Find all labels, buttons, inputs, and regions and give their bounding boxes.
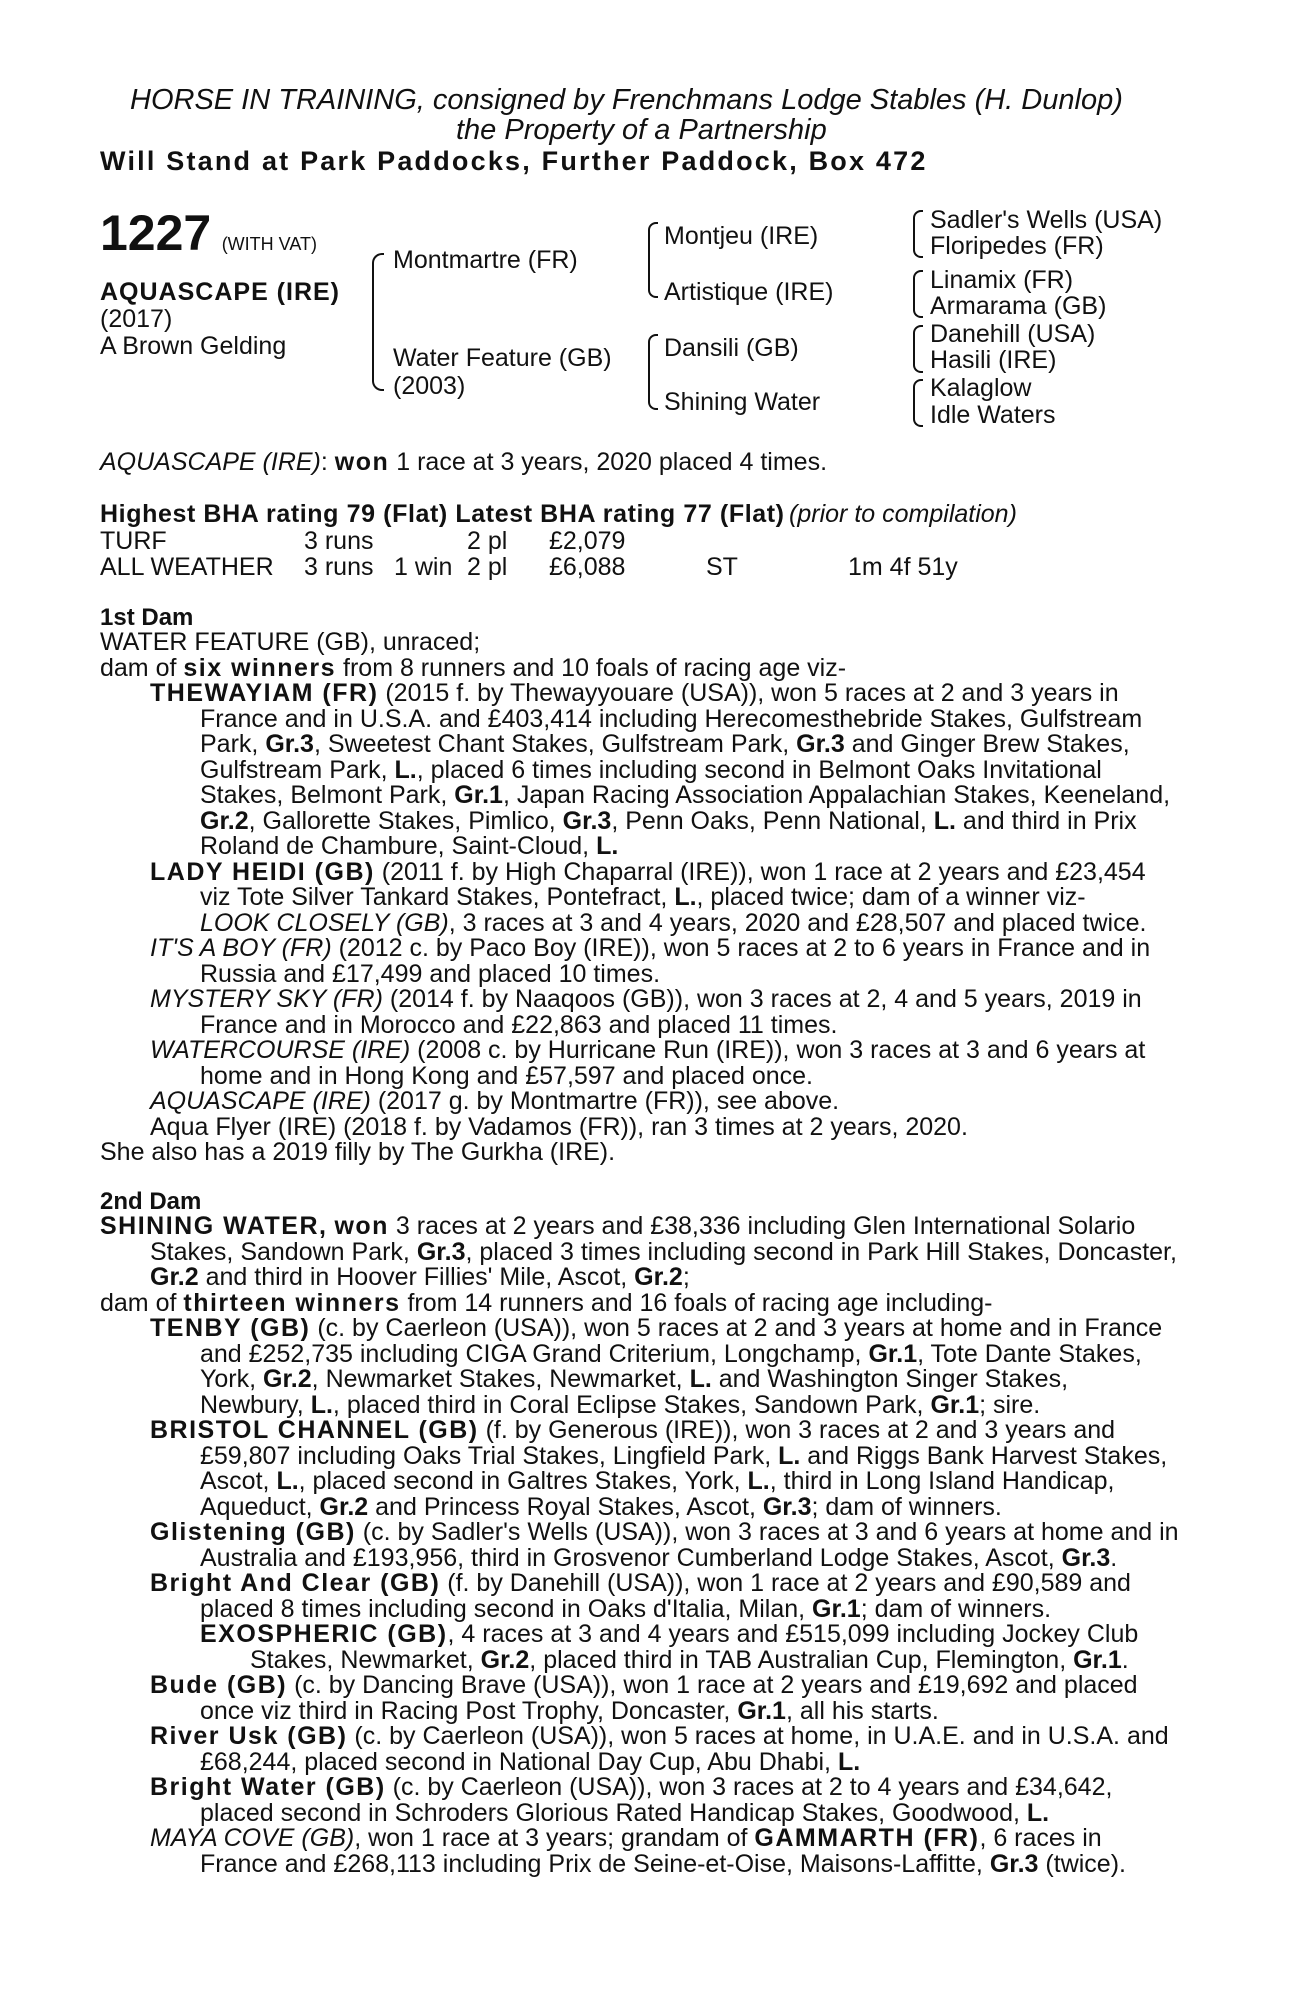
text: Gr.2 xyxy=(319,1492,369,1521)
pedigree-ggd4: Idle Waters xyxy=(930,401,1056,429)
summary-won: won xyxy=(334,448,390,476)
text: IT'S A BOY (FR) xyxy=(150,934,332,962)
text: L. xyxy=(747,1467,770,1495)
pedigree-dam: Water Feature (GB) xyxy=(393,344,612,372)
text: Gr.1 xyxy=(1073,1645,1122,1674)
text: , won 1 race at 3 years; grandam of xyxy=(354,1824,748,1852)
header-line-3: Will Stand at Park Paddocks, Further Paddock, Box 472 xyxy=(100,146,928,176)
pedigree-ggd3: Hasili (IRE) xyxy=(930,346,1057,374)
text: Newbury, xyxy=(200,1390,304,1419)
text: LOOK CLOSELY (GB) xyxy=(200,908,449,937)
text: , 3 races at 3 and 4 years, 2020 and £28,507 and placed twice. xyxy=(448,908,1147,937)
text: (2011 f. by High Chaparral (IRE)), won 1 race at 2 years and £23,454 xyxy=(381,857,1146,886)
text: York, xyxy=(200,1365,257,1393)
text: France and in Morocco and £22,863 and placed 11 times. xyxy=(200,1010,838,1039)
tenby-line-1 xyxy=(150,1316,1162,1342)
text: (c. by Caerleon (USA)), won 5 races at 2 and 3 years at home and in France xyxy=(317,1314,1163,1342)
tenby-line-4 xyxy=(200,1390,1041,1419)
summary-name: AQUASCAPE (IRE) xyxy=(100,448,321,476)
text: ; sire. xyxy=(979,1390,1041,1419)
header-line-2: the Property of a Partnership xyxy=(456,114,827,146)
text: (c. by Dancing Brave (USA)), won 1 race at 2 years and £19,692 and placed xyxy=(294,1671,1138,1699)
look-closely-line xyxy=(200,908,1147,937)
text: from 14 runners and 16 foals of racing age including- xyxy=(407,1288,993,1317)
text: Roland de Chambure, Saint-Cloud, xyxy=(200,832,590,860)
text: River Usk (GB) xyxy=(150,1722,348,1750)
summary-colon: : xyxy=(320,448,328,476)
text: (2014 f. by Naaqoos (GB)), won 3 races at 2, 4 and 5 years, 2019 in xyxy=(389,985,1142,1013)
text: (f. by Danehill (USA)), won 1 race at 2 years and £90,589 and xyxy=(447,1569,1131,1597)
text: AQUASCAPE (IRE) xyxy=(150,1087,371,1115)
stats-aw-wins: 1 win xyxy=(394,553,453,581)
watercourse-line-2 xyxy=(200,1061,813,1090)
text: Stakes, Belmont Park, xyxy=(200,781,448,809)
text: L. xyxy=(778,1441,801,1470)
text: L. xyxy=(394,755,417,784)
text: , Gallorette Stakes, Pimlico, xyxy=(248,806,556,835)
first-dam-line-2 xyxy=(100,653,847,682)
text: L. xyxy=(1026,1798,1050,1827)
text: L. xyxy=(310,1390,333,1419)
pedigree-brace-2 xyxy=(648,222,658,298)
text: once viz third in Racing Post Trophy, Doncaster, xyxy=(200,1696,731,1725)
text: ; xyxy=(682,1263,690,1291)
text: , 6 races in xyxy=(979,1824,1102,1852)
watercourse-line-1 xyxy=(150,1038,1145,1064)
first-dam-heading: 1st Dam xyxy=(100,604,194,631)
text: , Newmarket Stakes, Newmarket, xyxy=(311,1365,683,1393)
text: Park, xyxy=(200,730,259,758)
text: , placed 3 times including second in Park Hill Stakes, Doncaster, xyxy=(465,1237,1177,1266)
pedigree-ggs1: Sadler's Wells (USA) xyxy=(930,206,1163,234)
text: six winners xyxy=(183,653,337,682)
mystery-sky-line-1 xyxy=(150,987,1142,1013)
text: thirteen winners xyxy=(183,1288,401,1317)
text: from 8 runners and 10 foals of racing age viz- xyxy=(343,653,847,682)
text: and £252,735 including CIGA Grand Criterium, Longchamp, xyxy=(200,1339,862,1368)
text: WATERCOURSE (IRE) xyxy=(150,1036,411,1064)
thirteen-winners-line xyxy=(100,1288,993,1317)
text: Russia and £17,499 and placed 10 times. xyxy=(200,959,661,988)
mystery-sky-line-2 xyxy=(200,1010,838,1039)
bristol-channel-line-4 xyxy=(200,1492,1002,1521)
text: , placed third in TAB Australian Cup, Flemington, xyxy=(529,1645,1067,1674)
text: . xyxy=(1110,1543,1118,1572)
pedigree-ggd1: Floripedes (FR) xyxy=(930,232,1104,260)
glistening-line-1 xyxy=(150,1520,1179,1546)
exospheric-line-1 xyxy=(200,1622,1138,1648)
pedigree-brace-5 xyxy=(913,270,923,318)
tenby-line-3 xyxy=(200,1367,1068,1393)
pedigree-ggs4: Kalaglow xyxy=(930,374,1032,402)
text: Gr.3 xyxy=(265,730,314,758)
text: , placed third in Coral Eclipse Stakes, Sandown Park, xyxy=(332,1390,924,1419)
stats-aw-placed: 2 pl xyxy=(467,553,508,581)
text: L. xyxy=(596,832,619,860)
text: Gr.2 xyxy=(634,1263,683,1291)
river-usk-line-2 xyxy=(200,1747,861,1776)
stats-aw-surface: ALL WEATHER xyxy=(100,553,274,581)
bright-and-clear-line-1 xyxy=(150,1571,1131,1597)
text: , placed 6 times including second in Belmont Oaks Invitational xyxy=(416,755,1102,784)
pedigree-gd2: Shining Water xyxy=(664,388,821,416)
pedigree-brace-1 xyxy=(372,253,384,391)
text: . xyxy=(1121,1645,1129,1674)
text: and Riggs Bank Harvest Stakes, xyxy=(807,1441,1168,1470)
text: Gr.1 xyxy=(454,781,503,809)
pedigree-gs1: Montjeu (IRE) xyxy=(664,222,819,250)
pedigree-ggd2: Armarama (GB) xyxy=(930,292,1107,320)
text: and third in Hoover Fillies' Mile, Ascot, xyxy=(205,1263,628,1291)
text: (c. by Caerleon (USA)), won 5 races at home, in U.A.E. and in U.S.A. and xyxy=(354,1722,1169,1750)
thewayiam-line-6 xyxy=(200,806,1137,835)
bristol-channel-line-1 xyxy=(150,1418,1115,1444)
text: (c. by Caerleon (USA)), won 3 races at 2 to 4 years and £34,642, xyxy=(392,1773,1113,1801)
lot-vat: (WITH VAT) xyxy=(221,234,317,254)
text: and Washington Singer Stakes, xyxy=(718,1365,1069,1393)
pedigree-gd1: Artistique (IRE) xyxy=(664,278,834,306)
text: Aqueduct, xyxy=(200,1492,313,1521)
pedigree-dam-year: (2003) xyxy=(393,372,466,400)
lot-description: A Brown Gelding xyxy=(100,332,287,360)
text: Bude (GB) xyxy=(150,1671,288,1699)
glistening-line-2 xyxy=(200,1543,1118,1572)
text: Aqua Flyer (IRE) (2018 f. by Vadamos (FR)), ran 3 times at 2 years, 2020. xyxy=(150,1112,968,1141)
shining-water-line-3 xyxy=(150,1265,690,1291)
lady-heidi-line-1 xyxy=(150,857,1146,886)
bha-rating-bold: Highest BHA rating 79 (Flat) Latest BHA rating 77 (Flat) xyxy=(100,500,785,528)
text: and Princess Royal Stakes, Ascot, xyxy=(375,1492,756,1521)
pedigree-brace-6 xyxy=(913,325,923,373)
exospheric-line-2 xyxy=(250,1645,1129,1674)
text: Gr.3 xyxy=(1061,1543,1111,1572)
text: France and in U.S.A. and £403,414 including Herecomesthebride Stakes, Gulfstream xyxy=(200,704,1143,733)
river-usk-line-1 xyxy=(150,1724,1169,1750)
text: , placed second in Galtres Stakes, York, xyxy=(298,1467,741,1495)
text: placed second in Schroders Glorious Rated Handicap Stakes, Goodwood, xyxy=(200,1798,1020,1827)
text: Bright And Clear (GB) xyxy=(150,1569,441,1597)
bright-water-line-1 xyxy=(150,1775,1112,1801)
lot-year: (2017) xyxy=(100,305,173,333)
text: Gr.1 xyxy=(868,1339,918,1368)
text: and third in Prix xyxy=(962,806,1137,835)
text: She also has a 2019 filly by The Gurkha (IRE). xyxy=(100,1138,616,1166)
lot-number: 1227 xyxy=(100,205,212,261)
text: Stakes, Sandown Park, xyxy=(150,1237,410,1266)
lot-block xyxy=(100,204,317,262)
text: Gr.2 xyxy=(200,806,249,835)
stats-turf-runs: 3 runs xyxy=(304,527,374,555)
text: (twice). xyxy=(1045,1849,1126,1878)
tenby-line-2 xyxy=(200,1339,1142,1368)
maya-cove-line-1 xyxy=(150,1826,1102,1852)
filly-note-line xyxy=(100,1140,615,1166)
summary-text: 1 race at 3 years, 2020 placed 4 times. xyxy=(396,448,828,476)
thewayiam-line-2 xyxy=(200,704,1143,733)
text: £59,807 including Oaks Trial Stakes, Lingfield Park, xyxy=(200,1441,772,1470)
text: Gr.3 xyxy=(562,806,612,835)
text: (f. by Generous (IRE)), won 3 races at 2 and 3 years and xyxy=(485,1416,1116,1444)
shining-water-line-1 xyxy=(100,1214,1135,1240)
text: TENBY (GB) xyxy=(150,1314,311,1342)
text: (2012 c. by Paco Boy (IRE)), won 5 races at 2 to 6 years in France and in xyxy=(338,934,1151,962)
pedigree-brace-3 xyxy=(648,334,658,410)
pedigree-brace-4 xyxy=(913,210,923,258)
text: (2008 c. by Hurricane Run (IRE)), won 3 races at 3 and 6 years at xyxy=(417,1036,1146,1064)
text: (2015 f. by Thewayyouare (USA)), won 5 races at 2 and 3 years in xyxy=(385,679,1119,707)
pedigree-ggs2: Linamix (FR) xyxy=(930,266,1074,294)
text: Bright Water (GB) xyxy=(150,1773,386,1801)
stats-aw-distance: 1m 4f 51y xyxy=(848,553,958,581)
text: dam of xyxy=(100,653,177,682)
its-a-boy-line-2 xyxy=(200,959,661,988)
race-summary xyxy=(100,448,827,477)
text: L. xyxy=(674,883,697,911)
text: WATER FEATURE (GB), unraced; xyxy=(100,628,481,656)
lady-heidi-line-2 xyxy=(200,885,1086,911)
text: L. xyxy=(837,1747,861,1776)
text: BRISTOL CHANNEL (GB) xyxy=(150,1416,479,1444)
text: Gr.1 xyxy=(930,1390,980,1419)
text: Stakes, Newmarket, xyxy=(250,1645,474,1674)
pedigree-brace-7 xyxy=(913,379,923,427)
stats-turf-surface: TURF xyxy=(100,527,167,555)
thewayiam-line-1 xyxy=(150,681,1119,707)
text: EXOSPHERIC (GB) xyxy=(200,1620,448,1648)
text: Gr.1 xyxy=(812,1594,861,1623)
text: , Tote Dante Stakes, xyxy=(917,1339,1142,1368)
maya-cove-line-2 xyxy=(200,1849,1126,1878)
thewayiam-line-7 xyxy=(200,834,618,860)
bha-rating-note: (prior to compilation) xyxy=(789,500,1017,528)
thewayiam-line-3 xyxy=(200,732,1130,758)
bright-water-line-2 xyxy=(200,1798,1050,1827)
text: Gr.1 xyxy=(737,1696,786,1725)
text: THEWAYIAM (FR) xyxy=(150,679,379,707)
text: placed 8 times including second in Oaks d'Italia, Milan, xyxy=(200,1594,806,1623)
text: 3 races at 2 years and £38,336 including Glen International Solario xyxy=(395,1212,1136,1240)
text: Gr.3 xyxy=(762,1492,812,1521)
text: Australia and £193,956, third in Grosvenor Cumberland Lodge Stakes, Ascot, xyxy=(200,1543,1055,1572)
bha-rating xyxy=(100,500,1017,529)
text: , 4 races at 3 and 4 years and £515,099 including Jockey Club xyxy=(447,1620,1139,1648)
thewayiam-line-4 xyxy=(200,755,1102,784)
bude-line-1 xyxy=(150,1673,1138,1699)
bristol-channel-line-2 xyxy=(200,1441,1168,1470)
shining-water-line-2 xyxy=(150,1237,1177,1266)
text: MYSTERY SKY (FR) xyxy=(150,985,383,1013)
pedigree-ggs3: Danehill (USA) xyxy=(930,320,1096,348)
stats-turf-prize: £2,079 xyxy=(549,527,626,555)
bude-line-2 xyxy=(200,1696,939,1725)
pedigree-gs2: Dansili (GB) xyxy=(664,334,799,362)
text: Gr.3 xyxy=(989,1849,1039,1878)
text: Gr.2 xyxy=(150,1263,199,1291)
bristol-channel-line-3 xyxy=(200,1469,1114,1495)
stats-aw-prize: £6,088 xyxy=(549,553,626,581)
text: , placed twice; dam of a winner viz- xyxy=(696,883,1086,911)
text: Gr.2 xyxy=(263,1365,312,1393)
text: home and in Hong Kong and £57,597 and placed once. xyxy=(200,1061,813,1090)
first-dam-line-1 xyxy=(100,630,480,656)
pedigree-sire: Montmartre (FR) xyxy=(393,246,578,274)
text: , Japan Racing Association Appalachian Stakes, Keeneland, xyxy=(502,781,1171,809)
text: £68,244, placed second in National Day Cup, Abu Dhabi, xyxy=(200,1747,831,1776)
text: , Sweetest Chant Stakes, Gulfstream Park, xyxy=(313,730,790,758)
text: LADY HEIDI (GB) xyxy=(150,857,375,886)
text: Glistening (GB) xyxy=(150,1518,356,1546)
bright-and-clear-line-2 xyxy=(200,1594,1052,1623)
text: MAYA COVE (GB) xyxy=(150,1824,355,1852)
text: Gr.3 xyxy=(796,730,845,758)
text: L. xyxy=(276,1467,299,1495)
aquascape-line xyxy=(150,1089,839,1115)
thewayiam-line-5 xyxy=(200,783,1170,809)
header-line-1: HORSE IN TRAINING, consigned by Frenchmans Lodge Stables (H. Dunlop) xyxy=(130,84,1123,116)
text: ; dam of winners. xyxy=(811,1492,1002,1521)
stats-turf-placed: 2 pl xyxy=(467,527,508,555)
text: , all his starts. xyxy=(785,1696,939,1725)
stats-aw-runs: 3 runs xyxy=(304,553,374,581)
text: , third in Long Island Handicap, xyxy=(769,1467,1115,1495)
text: Ascot, xyxy=(200,1467,270,1495)
text: ; dam of winners. xyxy=(860,1594,1052,1623)
text: and Ginger Brew Stakes, xyxy=(851,730,1130,758)
text: SHINING WATER, xyxy=(100,1212,328,1240)
text: viz Tote Silver Tankard Stakes, Pontefract, xyxy=(200,883,668,911)
text: (c. by Sadler's Wells (USA)), won 3 races at 3 and 6 years at home and in xyxy=(362,1518,1179,1546)
text: L. xyxy=(933,806,956,835)
stats-aw-going: ST xyxy=(706,553,738,581)
text: GAMMARTH (FR) xyxy=(754,1824,980,1852)
second-dam-heading: 2nd Dam xyxy=(100,1188,202,1215)
text: dam of xyxy=(100,1288,177,1317)
text: France and £268,113 including Prix de Seine-et-Oise, Maisons-Laffitte, xyxy=(200,1849,983,1878)
text: (2017 g. by Montmartre (FR)), see above. xyxy=(377,1087,840,1115)
text: won xyxy=(334,1212,389,1240)
text: L. xyxy=(689,1365,712,1393)
text: Gr.2 xyxy=(480,1645,530,1674)
text: , Penn Oaks, Penn National, xyxy=(611,806,927,835)
lot-name: AQUASCAPE (IRE) xyxy=(100,278,341,306)
text: Gr.3 xyxy=(416,1237,466,1266)
text: Gulfstream Park, xyxy=(200,755,388,784)
its-a-boy-line-1 xyxy=(150,936,1150,962)
aqua-flyer-line xyxy=(150,1112,968,1141)
